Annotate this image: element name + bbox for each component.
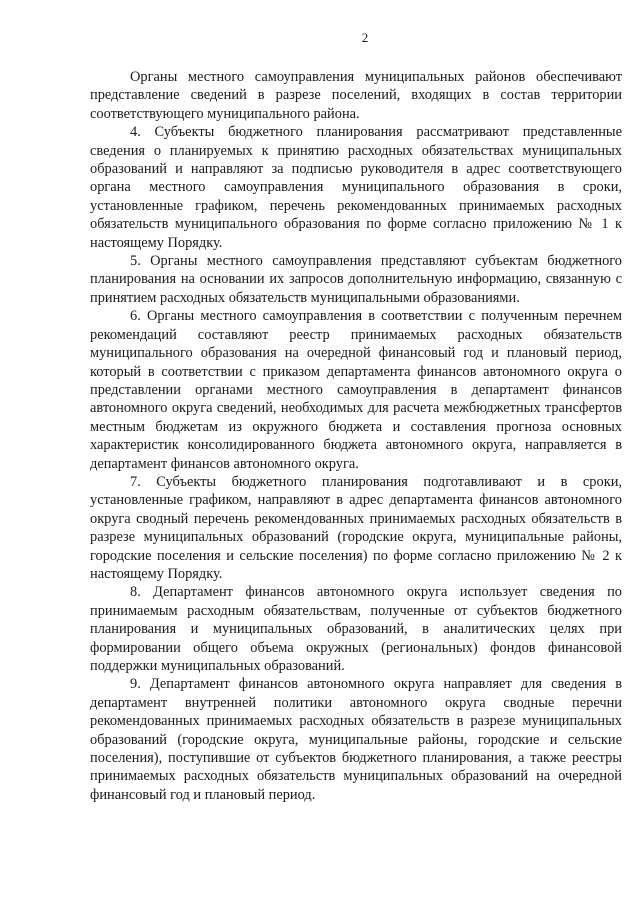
paragraph-9: 9. Департамент финансов автономного округа направляет для сведения в департамент внутренней политики автономного округа сводные перечни рекомендованных принимаемых расходных обязательств в разрезе муниципальных образований (городские округа, муниципальные районы, городские и сельские поселения), поступившие от субъектов бюджетного планирования, а также реестры принимаемых расходных обязательств муниципальных образований на очередной финансовый год и плановый период. [90,676,622,803]
paragraph-8: 8. Департамент финансов автономного округа использует сведения по принимаемым расходным обязательствам, полученные от субъектов бюджетного планирования и муниципальных образований, в аналитических целях при формировании общего объема окружных (региональных) фондов финансовой поддержки муниципальных образований. [90,584,622,674]
paragraph-4: 4. Субъекты бюджетного планирования рассматривают представленные сведения о планируемых к принятию расходных обязательствах муниципальных образований и направляют за подписью руководителя в адрес соответствующего органа местного самоуправления муниципального образования в сроки, установленные графиком, перечень рекомендованных принимаемых расходных обязательств муниципального образования по форме согласно приложению № 1 к настоящему Порядку. [90,124,622,251]
paragraph-7: 7. Субъекты бюджетного планирования подготавливают и в сроки, установленные графиком, направляют в адрес департамента финансов автономного округа сводный перечень рекомендованных принимаемых расходных обязательств в разрезе муниципальных образований (городские округа, муниципальные районы, городские поселения и сельские поселения) по форме согласно приложению № 2 к настоящему Порядку. [90,473,622,582]
paragraph-5: 5. Органы местного самоуправления представляют субъектам бюджетного планирования на основании их запросов дополнительную информацию, связанную с принятием расходных обязательств муниципальными образованиями. [90,253,622,306]
paragraph-6: 6. Органы местного самоуправления в соответствии с полученным перечнем рекомендаций составляют реестр принимаемых расходных обязательств муниципального образования на очередной финансовый год и плановый период, который в соответствии с приказом департамента финансов автономного округа о представлении органами местного самоуправления в департамент финансов автономного округа сведений, необходимых для расчета межбюджетных трансфертов местным бюджетам из окружного бюджета и составления прогноза основных характеристик консолидированного бюджета автономного округа, направляется в департамент финансов автономного округа. [90,308,622,472]
document-page [90,30,622,804]
page-number: 2 [361,30,369,45]
paragraph-intro: Органы местного самоуправления муниципальных районов обеспечивают представление сведений в разрезе поселений, входящих в состав территории соответствующего муниципального района. [90,69,622,122]
